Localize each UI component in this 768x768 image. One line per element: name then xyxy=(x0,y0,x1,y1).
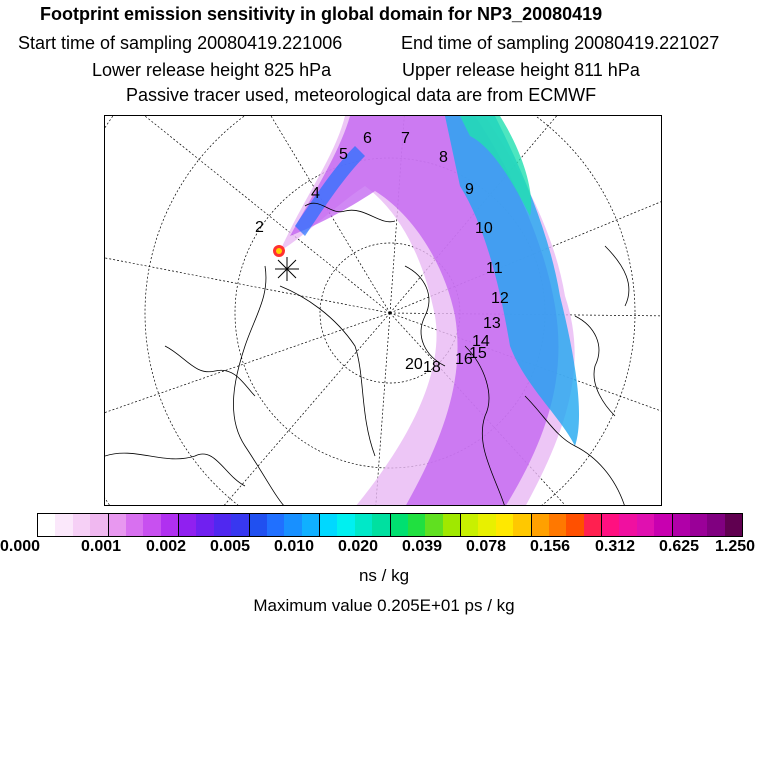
colorbar xyxy=(37,513,743,537)
traj-label: 13 xyxy=(483,315,501,332)
colorbar-cell xyxy=(161,514,179,536)
colorbar-cell xyxy=(109,514,126,536)
traj-label: 7 xyxy=(401,130,410,147)
sensitivity-plume xyxy=(273,116,579,506)
traj-label: 10 xyxy=(475,220,493,237)
footprint-map xyxy=(104,115,662,506)
lower-release-height: Lower release height 825 hPa xyxy=(92,60,332,80)
traj-label: 8 xyxy=(439,149,448,166)
colorbar-cell xyxy=(654,514,672,536)
traj-label: 2 xyxy=(255,219,264,236)
colorbar-cell xyxy=(408,514,425,536)
traj-label: 14 xyxy=(472,333,490,350)
colorbar-tick: 1.250 xyxy=(714,538,756,555)
colorbar-cell xyxy=(725,514,742,536)
colorbar-tick: 0.625 xyxy=(658,538,700,555)
end-time: End time of sampling 20080419.221027 xyxy=(401,33,720,53)
traj-label: 9 xyxy=(465,181,474,198)
colorbar-cell xyxy=(302,514,320,536)
colorbar-cell xyxy=(690,514,707,536)
colorbar-tick: 0.078 xyxy=(465,538,507,555)
colorbar-cell xyxy=(707,514,724,536)
colorbar-cell xyxy=(196,514,213,536)
traj-label: 11 xyxy=(486,260,503,277)
colorbar-tick: 0.039 xyxy=(401,538,443,555)
colorbar-tick: 0.005 xyxy=(209,538,251,555)
colorbar-cell xyxy=(443,514,461,536)
colorbar-cell xyxy=(250,514,267,536)
colorbar-unit: ns / kg xyxy=(358,566,410,585)
colorbar-cell xyxy=(478,514,495,536)
colorbar-cell xyxy=(126,514,143,536)
colorbar-cell xyxy=(549,514,566,536)
colorbar-cell xyxy=(320,514,337,536)
colorbar-cell xyxy=(267,514,284,536)
sampling-times xyxy=(18,33,768,54)
maximum-value: Maximum value 0.205E+01 ps / kg xyxy=(253,596,515,615)
release-heights xyxy=(92,60,768,81)
colorbar-cell xyxy=(391,514,408,536)
upper-release-height: Upper release height 811 hPa xyxy=(402,60,640,80)
traj-label: 5 xyxy=(339,146,348,163)
colorbar-cell xyxy=(143,514,160,536)
colorbar-cell xyxy=(55,514,72,536)
release-point-marker xyxy=(275,257,299,281)
colorbar-cell xyxy=(372,514,390,536)
colorbar-cell xyxy=(231,514,249,536)
colorbar-cell xyxy=(566,514,583,536)
traj-label: 20 xyxy=(405,356,423,373)
colorbar-cell xyxy=(214,514,231,536)
tracer-note: Passive tracer used, meteorological data are from ECMWF xyxy=(126,85,597,105)
traj-label: 4 xyxy=(311,185,320,202)
colorbar-tick: 0.001 xyxy=(80,538,122,555)
colorbar-cell xyxy=(619,514,636,536)
colorbar-cell xyxy=(355,514,372,536)
map-canvas xyxy=(105,116,662,506)
colorbar-cell xyxy=(337,514,354,536)
traj-label: 6 xyxy=(363,130,372,147)
colorbar-cell xyxy=(461,514,478,536)
colorbar-tick: 0.312 xyxy=(594,538,636,555)
colorbar-cell xyxy=(284,514,301,536)
traj-label: 16 xyxy=(455,351,473,368)
traj-label: 12 xyxy=(491,290,509,307)
traj-label: 18 xyxy=(423,359,441,376)
colorbar-cell xyxy=(673,514,690,536)
colorbar-cell xyxy=(425,514,442,536)
start-time: Start time of sampling 20080419.221006 xyxy=(18,33,343,53)
colorbar-cell xyxy=(584,514,602,536)
colorbar-cell xyxy=(637,514,654,536)
colorbar-tick: 0.020 xyxy=(337,538,379,555)
colorbar-cell xyxy=(179,514,196,536)
colorbar-cell xyxy=(90,514,108,536)
colorbar-tick: 0.010 xyxy=(273,538,315,555)
colorbar-cell xyxy=(73,514,90,536)
colorbar-tick: 0.002 xyxy=(145,538,187,555)
traj-label: 15 xyxy=(469,345,487,362)
colorbar-cell xyxy=(496,514,513,536)
colorbar-cell xyxy=(602,514,619,536)
colorbar-tick: 0.156 xyxy=(529,538,571,555)
colorbar-cell xyxy=(532,514,549,536)
colorbar-tick: 0.000 xyxy=(0,538,41,555)
plot-title: Footprint emission sensitivity in global domain for NP3_20080419 xyxy=(40,4,603,24)
colorbar-cell xyxy=(513,514,531,536)
colorbar-cell xyxy=(38,514,55,536)
